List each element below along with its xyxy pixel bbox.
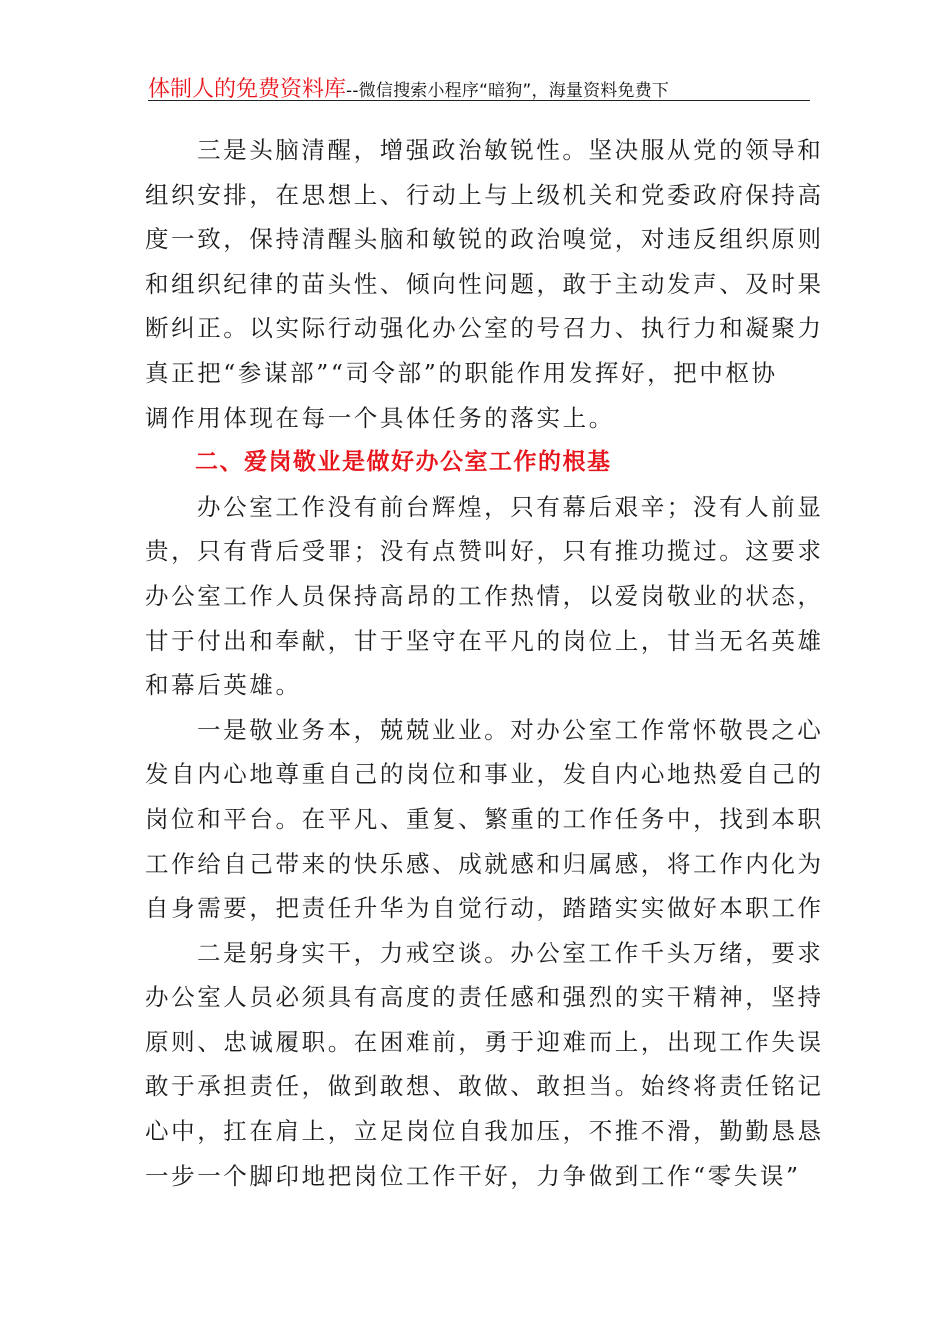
body-line: 度一致，保持清醒头脑和敏锐的政治嗅觉，对违反组织原则 (145, 225, 824, 254)
body-line: 断纠正。以实际行动强化办公室的号召力、执行力和凝聚力 (145, 314, 824, 343)
body-line: 和幕后英雄。 (145, 671, 302, 700)
body-line: 三是头脑清醒，增强政治敏锐性。坚决服从党的领导和 (197, 136, 824, 164)
body-line: 心中，扛在肩上，立足岗位自我加压，不推不滑，勤勤恳恳 (145, 1117, 824, 1146)
body-line: 办公室工作人员保持高昂的工作热情，以爱岗敬业的状态， (145, 581, 824, 610)
body-line: 岗位和平台。在平凡、重复、繁重的工作任务中，找到本职 (145, 804, 824, 833)
body-line: 敢于承担责任，做到敢想、敢做、敢担当。始终将责任铭记 (145, 1072, 824, 1101)
body-line: 和组织纪律的苗头性、倾向性问题，敢于主动发声、及时果 (145, 269, 824, 298)
body-line: 工作给自己带来的快乐感、成就感和归属感，将工作内化为 (145, 849, 824, 878)
body-line: 真正把“参谋部”“司令部”的职能作用发挥好，把中枢协 (145, 358, 778, 387)
body-line: 一是敬业务本，兢兢业业。对办公室工作常怀敬畏之心 (197, 715, 824, 744)
header-tagline: --微信搜索小程序“暗狗”，海量资料免费下 (346, 81, 670, 101)
body-line: 贵，只有背后受罪；没有点赞叫好，只有推功揽过。这要求 (145, 537, 824, 566)
page-header (148, 72, 810, 101)
body-line: 办公室工作没有前台辉煌，只有幕后艰辛；没有人前显 (197, 492, 824, 521)
body-line: 办公室人员必须具有高度的责任感和强烈的实干精神，坚持 (145, 983, 824, 1012)
body-line: 发自内心地尊重自己的岗位和事业，发自内心地热爱自己的 (145, 760, 824, 789)
document-body (145, 128, 824, 1198)
section-heading: 二、爱岗敬业是做好办公室工作的根基 (195, 449, 612, 476)
body-line: 自身需要，把责任升华为自觉行动，踏踏实实做好本职工作 (145, 894, 824, 923)
body-line: 甘于付出和奉献，甘于坚守在平凡的岗位上，甘当无名英雄 (145, 626, 824, 655)
header-brand: 体制人的免费资料库 (148, 77, 347, 102)
body-line: 原则、忠诚履职。在困难前，勇于迎难而上，出现工作失误 (145, 1027, 824, 1056)
body-line: 二是躬身实干，力戒空谈。办公室工作千头万绪，要求 (197, 938, 824, 967)
body-line: 调作用体现在每一个具体任务的落实上。 (145, 403, 615, 432)
body-line: 组织安排，在思想上、行动上与上级机关和党委政府保持高 (145, 180, 824, 209)
body-line: 一步一个脚印地把岗位工作干好，力争做到工作“零失误” (145, 1161, 801, 1190)
